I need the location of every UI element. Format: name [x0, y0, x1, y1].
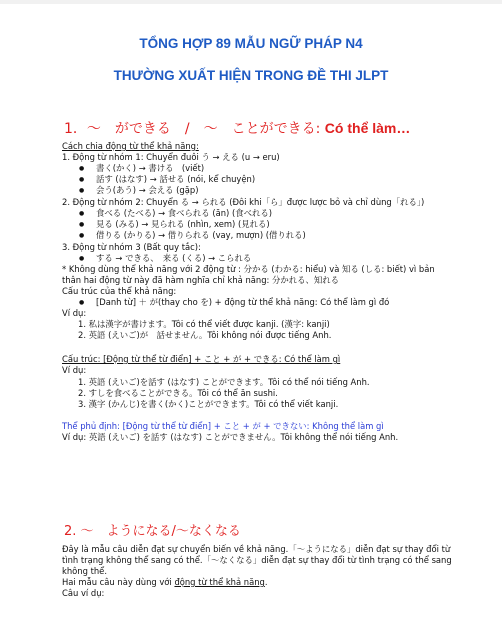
example-label: Ví dụ:	[62, 308, 87, 318]
group2-item: ● 見る (みる) → 見られる (nhìn, xem) (見れる)	[79, 219, 270, 230]
example-item: 1. 私は漢字が書けます。Tôi có thể viết được kanji. (漢字: kanji)	[78, 319, 330, 329]
group2-item: ● 食べる (たべる) → 食べられる (ăn) (食べれる)	[79, 208, 272, 219]
section-1-heading-meaning: Có thể làm…	[324, 120, 411, 136]
example-item: 2. 英語 (えいご)が 話せません。Tôi không nói được tiếng Anh.	[78, 330, 332, 340]
section-2-text-prefix: Hai mẫu câu này dùng với	[62, 577, 175, 587]
structure2-title: Cấu trúc: [Động từ thể từ điển] + こと + が + できる: Có thể làm gì	[62, 354, 341, 364]
structure-title: Cấu trúc của thể khả năng:	[62, 286, 177, 296]
section-1-heading	[64, 118, 410, 138]
group2-title: 2. Động từ nhóm 2: Chuyển る → られる (Đôi khi「ら」được lược bỏ và chỉ dùng「れる」)	[62, 197, 425, 207]
section-1-heading-prefix: 1．～ ができる / ～ ことができる:	[64, 121, 325, 137]
document-title: TỔNG HỢP 89 MẪU NGỮ PHÁP N4	[139, 36, 363, 51]
negative-example: Ví dụ: 英語 (えいご) を話す (はなす) ことができません。Tôi không thể nói tiếng Anh.	[62, 432, 399, 442]
section-2-heading: 2. ～ ようになる/～なくなる	[64, 524, 241, 539]
section-2-text: tình trạng không thể sang có thể.「～なくなる」diễn đạt sự thay đổi từ tình trạng có thể sang	[62, 555, 452, 565]
potential-form-link: động từ thể khả năng	[174, 577, 265, 587]
group1-item: ● 話す (はなす) → 話せる (nói, kể chuyện)	[79, 174, 255, 185]
structure-item: ● [Danh từ] ＋ が(thay cho を) + động từ thể khả năng: Có thể làm gì đó	[79, 297, 389, 308]
group1-item: ● 会う(あう) → 会える (gặp)	[79, 185, 198, 196]
note-line: * Không dùng thể khả năng với 2 động từ : 分かる (わかる: hiểu) và 知る (しる: biết) vì bản	[62, 264, 435, 274]
section-2-text-suffix: .	[264, 577, 268, 587]
conjugation-method-title: Cách chia động từ thể khả năng:	[62, 141, 199, 151]
section-2-text: Đây là mẫu câu diễn đạt sự chuyển biến về khả năng.「～ようになる」diễn đạt sự thay đổi từ	[62, 544, 451, 554]
negative-form-title: Thể phủ định: [Động từ thể từ điển] + こと + が + できない: Không thể làm gì	[62, 421, 384, 431]
group1-item: ● 書く(かく) → 書ける (viết)	[79, 163, 204, 174]
group3-title: 3. Động từ nhóm 3 (Bất quy tắc):	[62, 242, 201, 252]
section-2-text	[62, 577, 268, 588]
example-sentences-label: Câu ví dụ:	[62, 588, 105, 598]
example-item: 3. 漢字 (かんじ)を書く(かく)ことができます。Tôi có thể viết kanji.	[78, 399, 339, 409]
section-2-text: không thể.	[62, 566, 107, 576]
note-line: thân hai động từ này đã hàm nghĩa chỉ khả năng: 分かれる、知れる	[62, 275, 339, 285]
example-label: Ví dụ:	[62, 365, 87, 375]
example-item: 1. 英語 (えいご)を話す (はなす) ことができます。Tôi có thể nói tiếng Anh.	[78, 377, 370, 387]
group3-item: ● する → できる、 来る (くる) → こられる	[79, 253, 251, 264]
document-subtitle: THƯỜNG XUẤT HIỆN TRONG ĐỀ THI JLPT	[113, 68, 389, 83]
example-item: 2. すしを食べることができる。Tôi có thể ăn sushi.	[78, 388, 278, 398]
group1-title: 1. Động từ nhóm 1: Chuyển đuôi う → える (u → eru)	[62, 152, 280, 162]
group2-item: ● 借りる (かりる) → 借りられる (vay, mượn) (借りれる)	[79, 230, 306, 241]
page-top-edge	[0, 0, 502, 4]
